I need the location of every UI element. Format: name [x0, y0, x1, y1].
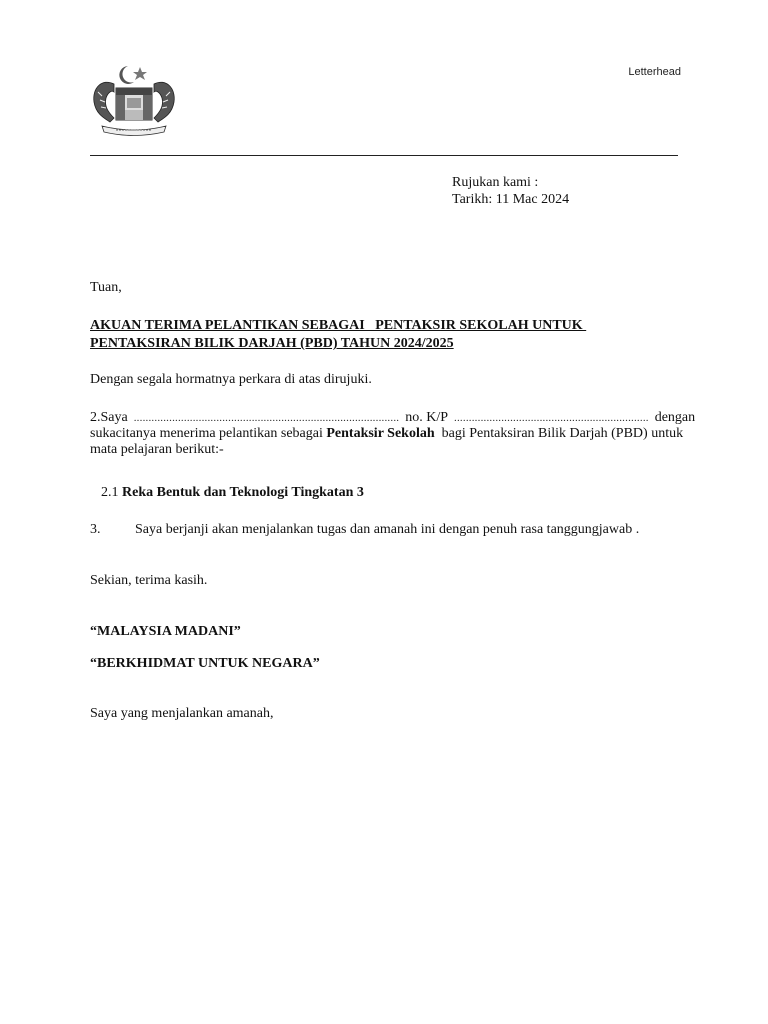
paragraph-3	[90, 522, 639, 538]
subject-line-1: AKUAN TERIMA PELANTIKAN SEBAGAI PENTAKSIR SEKOLAH UNTUK	[90, 318, 587, 333]
paragraph-number: 3.	[90, 522, 101, 537]
subject-line-2: PENTAKSIRAN BILIK DARJAH (PBD) TAHUN 2024/2025	[90, 336, 454, 351]
paragraph-number: 2.	[90, 410, 101, 425]
header-divider	[90, 155, 678, 156]
kp-label: no. K/P	[405, 410, 449, 425]
paragraph-2	[90, 410, 696, 458]
saya-text: Saya	[100, 410, 128, 425]
motto-malaysia-madani: “MALAYSIA MADANI”	[90, 624, 241, 639]
appointment-text: sukacitanya menerima pelantikan sebagai	[90, 426, 327, 441]
dengan-text: dengan	[654, 410, 696, 425]
subject-item	[101, 485, 364, 501]
kp-blank: ..................................................................	[454, 412, 649, 424]
paragraph-3-text: Saya berjanji akan menjalankan tugas dan amanah ini dengan penuh rasa tanggungjawab .	[135, 522, 640, 537]
reference-block	[452, 174, 569, 208]
letter-subject	[90, 317, 678, 353]
coat-of-arms-icon	[84, 62, 184, 138]
salutation: Tuan,	[90, 280, 122, 295]
appointment-role: Pentaksir Sekolah	[326, 426, 435, 441]
paragraph-2-line-1	[90, 410, 696, 426]
item-subject: Reka Bentuk dan Teknologi Tingkatan 3	[122, 485, 364, 500]
paragraph-2-line-2	[90, 426, 684, 442]
reference-label: Rujukan kami :	[452, 175, 539, 190]
intro-paragraph: Dengan segala hormatnya perkara di atas dirujuki.	[90, 372, 372, 387]
motto-berkhidmat: “BERKHIDMAT UNTUK NEGARA”	[90, 656, 320, 671]
signoff-line: Saya yang menjalankan amanah,	[90, 706, 274, 721]
closing-line: Sekian, terima kasih.	[90, 573, 208, 588]
item-number: 2.1	[101, 485, 122, 500]
appointment-text-end: bagi Pentaksiran Bilik Darjah (PBD) untuk	[434, 426, 684, 441]
name-blank: ..........................................................................................	[133, 412, 400, 424]
letter-date: Tarikh: 11 Mac 2024	[452, 192, 570, 207]
letterhead-label: Letterhead	[628, 66, 681, 78]
paragraph-2-line-3: mata pelajaran berikut:-	[90, 442, 224, 457]
